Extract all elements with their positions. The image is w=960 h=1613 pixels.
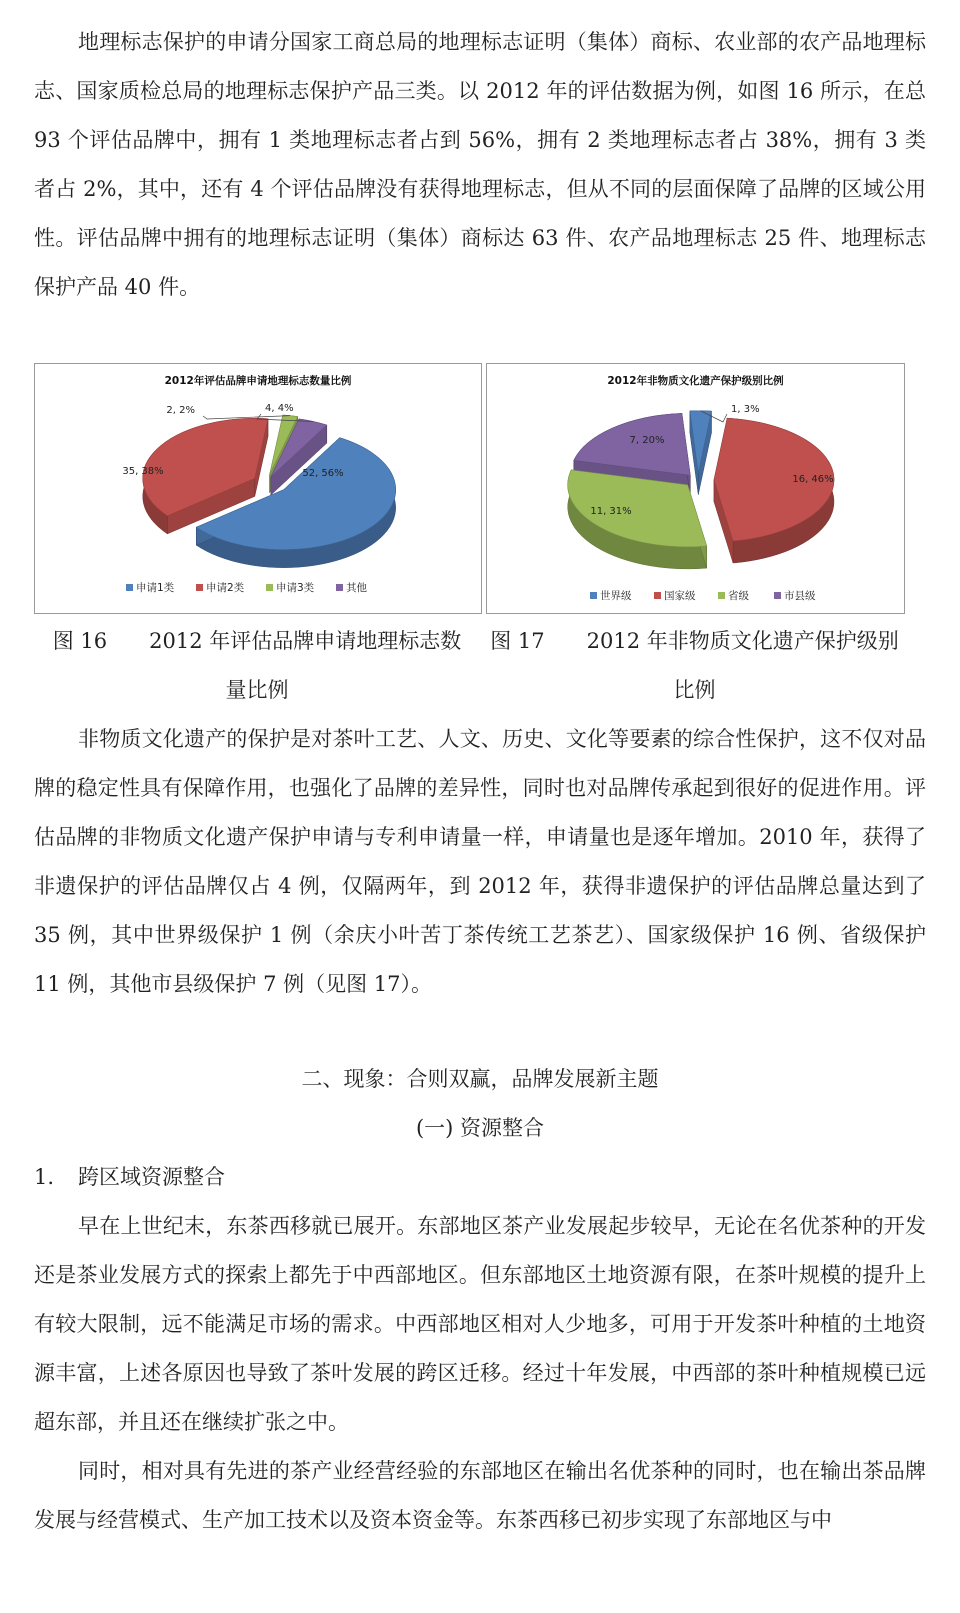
- caption-fig16: [34, 617, 480, 715]
- legend-entry: 其他: [346, 582, 367, 594]
- chart-fig17-svg: [487, 364, 904, 613]
- legend-entry: 世界级: [600, 590, 632, 602]
- legend-swatch: [718, 592, 725, 599]
- caption-fig16-line1: 图 16 2012 年评估品牌申请地理标志数: [52, 629, 462, 653]
- legend-entry: 申请1类: [136, 582, 175, 594]
- chart-fig17: [486, 363, 905, 614]
- legend-swatch: [196, 584, 203, 591]
- data-label-3: 4, 4%: [265, 403, 294, 414]
- data-label-0: 1, 3%: [731, 404, 760, 415]
- legend-swatch: [336, 584, 343, 591]
- caption-fig16-line2: 量比例: [225, 678, 289, 702]
- paragraph-east-tea-west: 早在上世纪末，东茶西移就已展开。东部地区茶产业发展起步较早，无论在名优茶种的开发还是茶业发展方式的探索上都先于中西部地区。但东部地区土地资源有限，在茶叶规模的提升上有较大限制，远不能满足市场的需求。中西部地区相对人少地多，可用于开发茶叶种植的土地资源丰富，上述各原因也导致了茶叶发展的跨区迁移。经过十年发展，中西部的茶叶种植规模已远超东部，并且还在继续扩张之中。: [34, 1214, 926, 1434]
- caption-fig17: [486, 617, 903, 715]
- section-heading: 二、现象：合则双赢，品牌发展新主题: [301, 1067, 659, 1091]
- caption-fig17-line2: 比例: [673, 678, 716, 702]
- legend-swatch: [590, 592, 597, 599]
- legend-entry: 申请2类: [206, 582, 245, 594]
- legend-entry: 市县级: [784, 590, 816, 602]
- chart-fig16: [34, 363, 482, 614]
- caption-fig17-line1: 图 17 2012 年非物质文化遗产保护级别: [490, 629, 899, 653]
- numbered-heading: [34, 1153, 225, 1202]
- data-label-1: 16, 46%: [792, 474, 834, 485]
- chart-title: 2012年非物质文化遗产保护级别比例: [607, 375, 784, 387]
- paragraph-intangible-heritage: 非物质文化遗产的保护是对茶叶工艺、人文、历史、文化等要素的综合性保护，这不仅对品牌的稳定性具有保障作用，也强化了品牌的差异性，同时也对品牌传承起到很好的促进作用。评估品牌的非物质文化遗产保护申请与专利申请量一样，申请量也是逐年增加。2010 年，获得了非遗保护的评估品牌仅占 4 例，仅隔两年，到 2012 年，获得非遗保护的评估品牌总量达到了 35 例，其中世界级保护 1 例（余庆小叶苦丁茶传统工艺茶艺）、国家级保护 16 例、省级保护 11 例，其他市县级保护 7 例（见图 17）。: [34, 727, 926, 996]
- paragraph-geo-indication: 地理标志保护的申请分国家工商总局的地理标志证明（集体）商标、农业部的农产品地理标志、国家质检总局的地理标志保护产品三类。以 2012 年的评估数据为例，如图 16 所示，在总 93 个评估品牌中，拥有 1 类地理标志者占到 56%，拥有 2 类地理标志者占 38%，拥有 3 类者占 2%，其中，还有 4 个评估品牌没有获得地理标志，但从不同的层面保障了品牌的区域公用性。评估品牌中拥有的地理标志证明（集体）商标达 63 件、农产品地理标志 25 件、地理标志保护产品 40 件。: [34, 30, 926, 299]
- legend-entry: 申请3类: [276, 582, 315, 594]
- legend-entry: 省级: [728, 590, 749, 602]
- numbered-heading-text: 跨区域资源整合: [78, 1165, 225, 1189]
- numbered-heading-number: 1.: [34, 1165, 55, 1189]
- chart-legend: [126, 581, 367, 594]
- chart-legend: [590, 589, 816, 602]
- data-label-0: 52, 56%: [302, 468, 344, 479]
- data-label-1: 35, 38%: [122, 466, 164, 477]
- chart-fig16-svg: [35, 364, 481, 613]
- data-label-3: 7, 20%: [629, 435, 665, 446]
- chart-title: 2012年评估品牌申请地理标志数量比例: [164, 375, 352, 387]
- data-label-2: 11, 31%: [590, 506, 632, 517]
- legend-swatch: [126, 584, 133, 591]
- legend-swatch: [774, 592, 781, 599]
- subsection-heading: (一) 资源整合: [415, 1116, 545, 1140]
- legend-swatch: [266, 584, 273, 591]
- legend-entry: 国家级: [664, 590, 696, 602]
- paragraph-brand-model: 同时，相对具有先进的茶产业经营经验的东部地区在输出名优茶种的同时，也在输出茶品牌发展与经营模式、生产加工技术以及资本资金等。东茶西移已初步实现了东部地区与中: [34, 1459, 926, 1532]
- data-label-2: 2, 2%: [166, 405, 195, 416]
- legend-swatch: [654, 592, 661, 599]
